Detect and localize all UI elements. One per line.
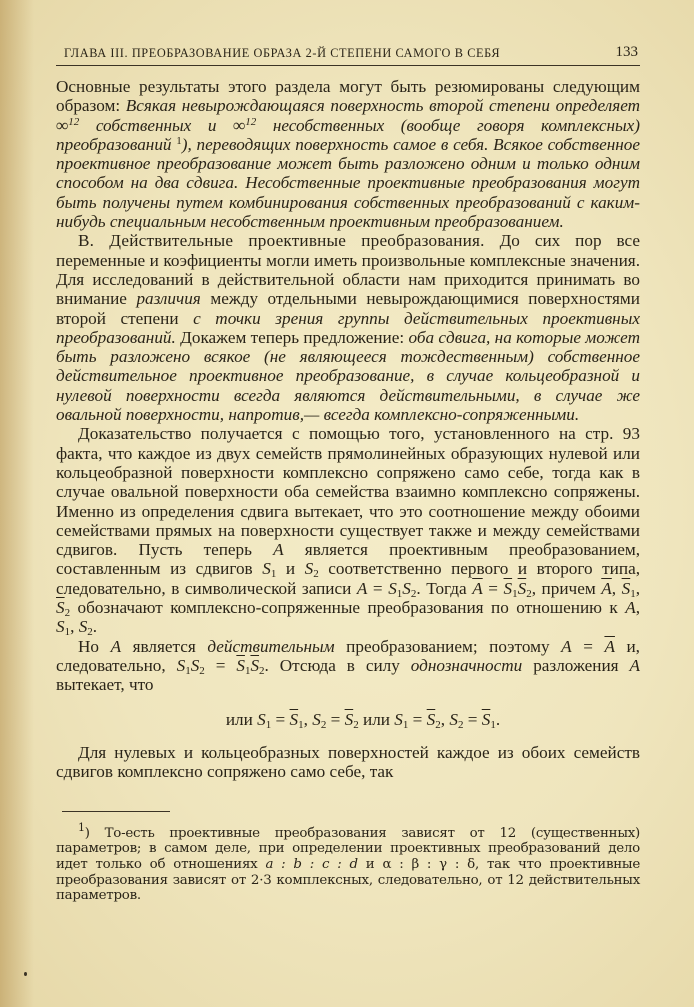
emphasis-real: действительным [207,636,335,656]
summary-theorem: Всякая невырождающаяся поверхность второй степени определяет ∞$^{12}$ собственных и ∞$^{12}$ несобственных (вообще говоря комплексных) преобразований [56,96,641,154]
summary-paragraph [56,77,640,231]
running-title: ГЛАВА III. ПРЕОБРАЗОВАНИЕ ОБРАЗА 2-Й СТЕПЕНИ САМОГО В СЕБЯ [64,46,501,60]
proposition: оба сдвига, на которые может быть разложено всякое (не являющееся тождественным) собственное действительное проективное преобразование, в случае кольцеобразной и нулевой поверхности всегда являются действительными, в случае же овальной поверхности, напротив,— всегда комплексно-сопряженными. [56,327,640,425]
page-number: 133 [615,44,638,60]
display-formula: или $S_1 = \overline{S}_1$, $S_2 = \overline{S}_2$ или $S_1 = \overline{S}_2$, $S_2 = \overline{S}_1$. [225,709,501,731]
summary-intro: Основные результаты этого раздела могут быть резюмированы следующим образом: [56,77,640,116]
real-transform-paragraph: Но A является действительным преобразованием; поэтому $A = \overline{A}$ и, следовательно, $S_1S_2 = \overline{S}_1\overline{S}_2$. Отсюда в силу однозначности разложения A вытекает, что [56,636,640,695]
book-page [56,30,640,917]
footnote-marker: 1 [78,820,85,834]
footnote-divider [62,811,170,812]
footnote-reference[interactable]: 1 [176,134,182,147]
section-heading: В. Действительные проективные преобразования. [78,231,485,251]
section-b-paragraph: В. Действительные проективные преобразования. До сих пор все переменные и коэфициенты могли иметь произвольные комплексные значения. Для исследований в действительной области нам приходится принимать во внимание различия между отдельными невырождающимися поверхностями второй степени с точки зрения группы действительных проективных преобразований. Докажем теперь предложение: оба сдвига, на которые может быть разложено всякое (не являющееся тождественным) собственное действительное проективное преобразование, в случае кольцеобразной и нулевой поверхности всегда являются действительными, в случае же овальной поверхности, напротив,— всегда комплексно-сопряженными. [56,231,640,425]
proof-paragraph: Доказательство получается с помощью того, установленного на стр. 93 факта, что каждое из двух семейств прямолинейных образующих нулевой или кольцеобразной поверхности комплексно сопряжено само себе, тогда как в случае овальной поверхности оба семейства взаимно комплексно сопряжены. Именно из определения сдвига вытекает, что это соотношение между обоими семействами прямых на поверхности существует также и между семействами сдвигов. Пусть теперь A является проективным преобразованием, составленным из сдвигов $S_1$ и $S_2$ соответственно первого и второго типа, следовательно, в символической записи $A = S_1S_2$. Тогда $\overline{A} = \overline{S}_1\overline{S}_2$, причем $\overline{A}$, $\overline{S}_1$, $\overline{S}_2$ обозначают комплексно-сопряженные преобразования по отношению к A, $S_1$, $S_2$. [56,424,641,639]
emphasis-differences: различия [136,289,201,309]
page-body [56,77,640,781]
page-edge-shadow [0,0,34,1007]
paper-speck [24,972,27,976]
closing-paragraph: Для нулевых и кольцеобразных поверхностей каждое из обоих семейств сдвигов комплексно сопряжено само себе, так [56,742,640,782]
footnote: $^1$) То-есть проективные преобразования зависят от 12 (существенных) параметров; в самом деле, при определении проективных преобразований дело идет только об отношениях a : b : c : d и α : β : γ : δ, так что проективные преобразования зависят от 2·3 комплексных, следовательно, от 12 действительных параметров. [56,820,641,904]
summary-theorem-cont: ), переводящих поверхность самое в себя. Всякое собственное проективное преобразование может быть разложено одним и только одним способом на два сдвига. Несобственные проективные преобразования могут быть получены путем комбинирования собственных преобразований с каким-нибудь специальным несобственным проективным преобразованием. [56,134,641,232]
emphasis-group: с точки зрения группы действительных проективных преобразований. [56,308,640,347]
emphasis-uniqueness: однозначности [410,655,523,675]
running-head [56,30,640,66]
